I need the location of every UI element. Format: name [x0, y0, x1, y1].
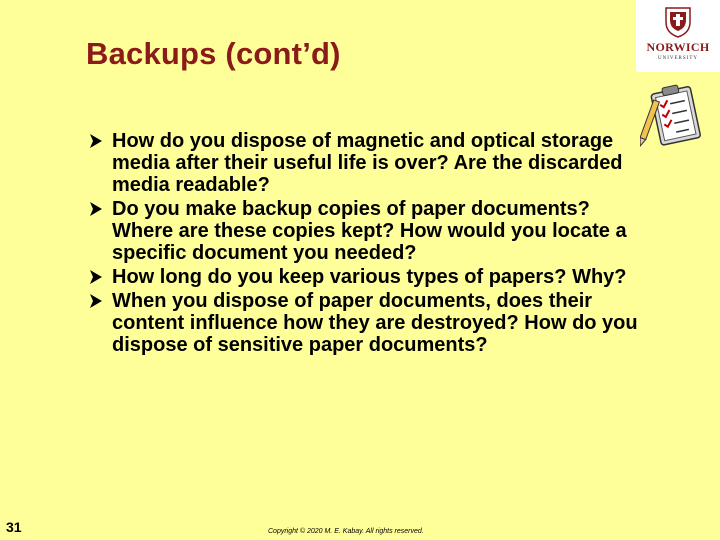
slide-number: 31 — [6, 519, 22, 535]
bullet-item — [88, 198, 648, 264]
university-seal-icon — [664, 6, 692, 38]
norwich-university-logo — [636, 0, 720, 72]
arrowhead-bullet-icon — [88, 133, 104, 149]
slide-title: Backups (cont’d) — [86, 36, 341, 71]
copyright-notice: Copyright © 2020 M. E. Kabay. All rights reserved. — [268, 528, 424, 535]
bullet-text: Do you make backup copies of paper documents? Where are these copies kept? How would you locate a specific document you needed? — [112, 198, 627, 264]
bullet-item — [88, 130, 648, 196]
arrowhead-bullet-icon — [88, 201, 104, 217]
arrowhead-bullet-icon — [88, 269, 104, 285]
bullet-text: How long do you keep various types of papers? Why? — [112, 266, 627, 288]
arrowhead-bullet-icon — [88, 293, 104, 309]
bullet-item — [88, 266, 648, 288]
bullet-text: How do you dispose of magnetic and optical storage media after their useful life is over? Are the discarded media readable? — [112, 130, 623, 196]
bullet-text: When you dispose of paper documents, does their content influence how they are destroyed? How do you dispose of sensitive paper documents? — [112, 290, 638, 356]
bullet-item — [88, 290, 648, 356]
bullet-list — [88, 130, 648, 358]
logo-subtitle: UNIVERSITY — [658, 56, 698, 61]
logo-name: NORWICH — [646, 40, 710, 54]
checklist-clipboard-icon — [640, 82, 710, 152]
